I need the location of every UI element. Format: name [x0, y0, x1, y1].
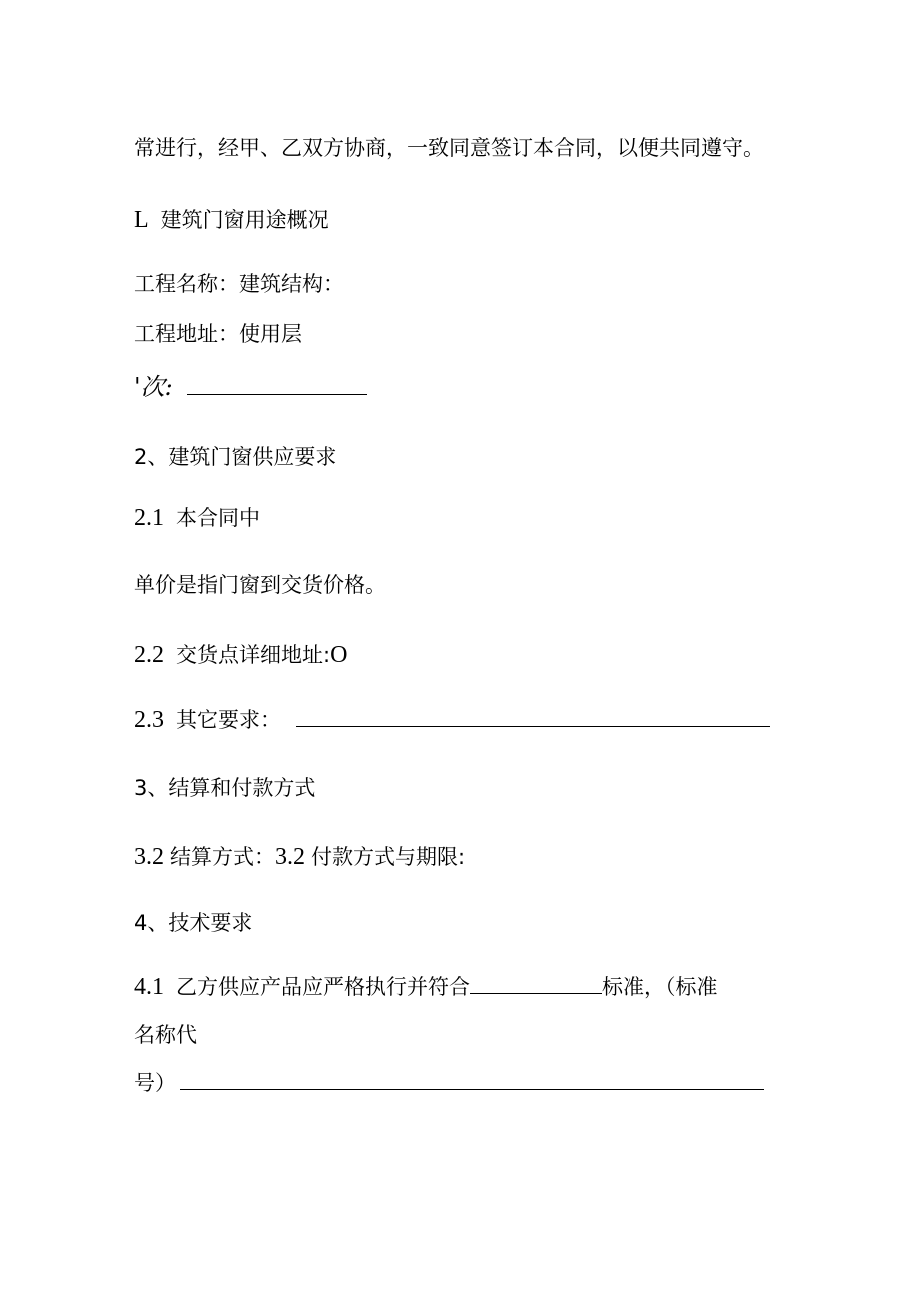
clause-text: 标准，（标准	[602, 975, 718, 999]
section-title: 建筑门窗用途概况	[160, 208, 329, 232]
section-title: 3、结算和付款方式	[134, 776, 316, 800]
clause-text: 结算方式：	[170, 845, 275, 869]
paragraph-text: 名称代	[134, 1023, 197, 1047]
clause-text: 付款方式与期限:	[311, 845, 466, 869]
clause-text: 乙方供应产品应严格执行并符合	[176, 975, 470, 999]
paragraph-line	[134, 1069, 764, 1097]
fill-in-blank[interactable]	[470, 973, 602, 994]
clause-2-2	[134, 641, 347, 669]
field-line-project-name	[134, 270, 344, 298]
paragraph-text: 号）	[134, 1071, 176, 1095]
paragraph-text: 常进行，经甲、乙双方协商，一致同意签订本合同，以便共同遵守。	[134, 136, 764, 160]
clause-4-1	[134, 973, 718, 1001]
section-heading-1	[134, 206, 329, 234]
fill-in-blank[interactable]	[187, 374, 367, 395]
clause-tail: O	[330, 642, 348, 668]
field-label: '次:	[134, 373, 173, 401]
section-heading-4	[134, 909, 252, 937]
clause-3-2	[134, 843, 465, 871]
paragraph-line	[134, 134, 764, 162]
field-label: 工程地址：使用层	[134, 322, 302, 346]
field-label: 工程名称：建筑结构：	[134, 272, 344, 296]
section-heading-2	[134, 443, 336, 471]
paragraph-text: 单价是指门窗到交货价格。	[134, 573, 386, 597]
fill-in-blank[interactable]	[296, 706, 770, 727]
clause-number: 3.2	[275, 844, 305, 870]
clause-number: 2.1	[134, 505, 164, 531]
fill-in-blank[interactable]	[180, 1069, 764, 1090]
clause-number: 2.3	[134, 707, 164, 733]
paragraph-line	[134, 571, 386, 599]
section-title: 4、技术要求	[134, 911, 253, 935]
paragraph-line	[134, 1021, 197, 1049]
clause-text: 其它要求：	[176, 708, 281, 732]
clause-text: 交货点详细地址:	[176, 643, 331, 667]
clause-number: 4.1	[134, 974, 164, 1000]
section-title: 2、建筑门窗供应要求	[134, 445, 337, 469]
clause-text: 本合同中	[176, 506, 260, 530]
section-number: L	[134, 207, 149, 233]
clause-2-3	[134, 706, 770, 734]
clause-number: 2.2	[134, 642, 164, 668]
field-line-floor-count	[134, 373, 367, 402]
clause-2-1	[134, 504, 260, 532]
clause-number: 3.2	[134, 844, 164, 870]
section-heading-3	[134, 774, 315, 802]
field-line-project-address	[134, 320, 302, 348]
